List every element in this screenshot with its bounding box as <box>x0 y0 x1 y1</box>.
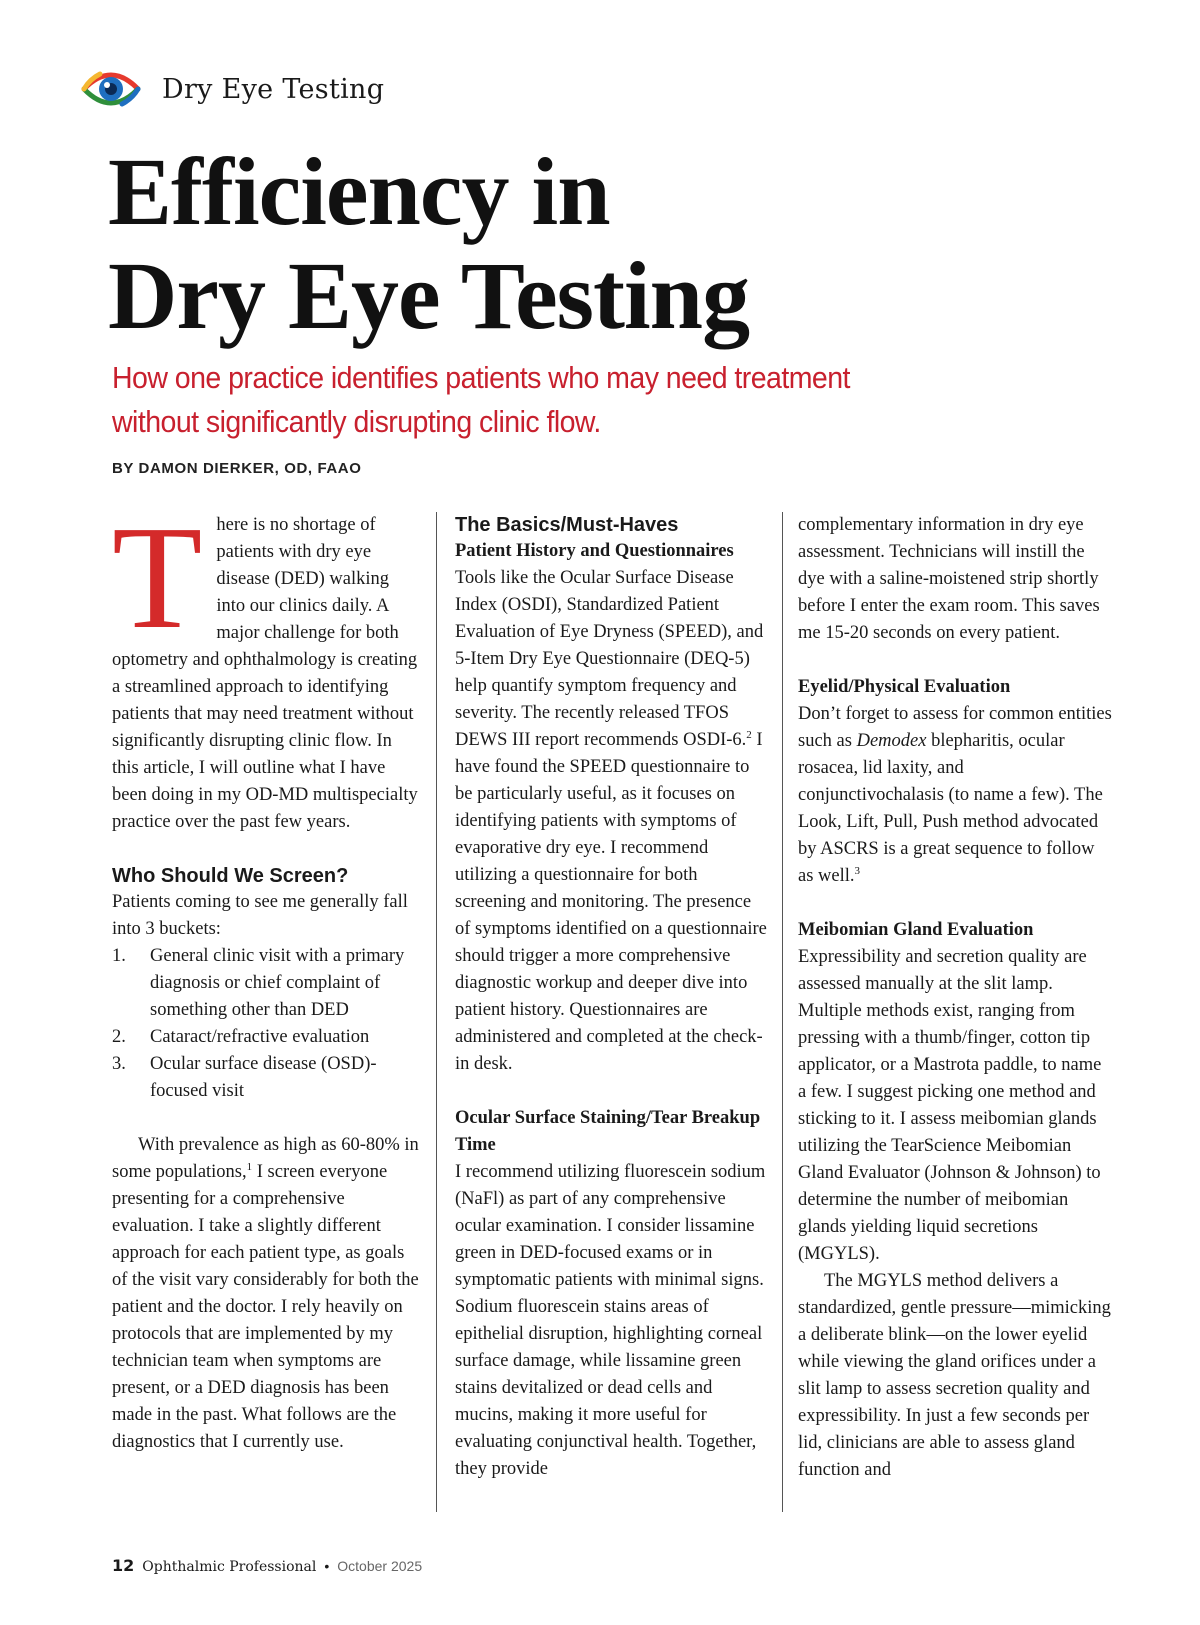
page-footer <box>112 1556 422 1575</box>
intro-paragraph <box>112 496 420 836</box>
byline: BY DAMON DIERKER, OD, FAAO <box>112 460 362 477</box>
footer-separator: • <box>324 1558 330 1574</box>
eyelid-paragraph: Don’t forget to assess for common entities such as Demodex blepharitis, ocular rosacea, lid laxity, and conjunctivochalasis (to name a few). The Look, Lift, Pull, Push method advocated by ASCRS is a great sequence to follow as well.$^3$ <box>798 704 1112 886</box>
prevalence-paragraph: With prevalence as high as 60-80% in some populations,$^1$ I screen everyone presenting for a comprehensive evaluation. I take a slightly different approach for each patient type, as goals of the visit vary considerably for both the patient and the doctor. I rely heavily on protocols that are implemented by my technician team when symptoms are present, or a DED diagnosis has been made in the past. What follows are the diagnostics that I currently use. <box>112 1135 419 1452</box>
section-label: Dry Eye Testing <box>162 73 385 105</box>
section-header <box>80 64 384 114</box>
drop-cap: T <box>112 496 203 660</box>
footnote-ref: 1 <box>246 1160 253 1173</box>
intro-text: here is no shortage of patients with dry eye disease (DED) walking into our clinics daily. A major challenge for both optometry and ophthalmology is creating a streamlined approach to identifying patients that may need treatment without significantly disrupting clinic flow. In this article, I will outline what I have been doing in my OD-MD multispecialty practice over the past few years. <box>112 515 418 832</box>
column-divider-1 <box>436 512 437 1512</box>
column-3 <box>798 512 1113 1484</box>
column-1 <box>112 496 420 1456</box>
article-subtitle: How one practice identifies patients who may need treatment without significantly disrupting clinic flow. <box>112 360 850 439</box>
footnote-ref: 2 <box>746 728 752 741</box>
column-2 <box>455 512 770 1483</box>
staining-paragraph: I recommend utilizing fluorescein sodium (NaFl) as part of any comprehensive ocular examination. I consider lissamine green in DED-focused exams or in symptomatic patients with minimal signs. Sodium fluorescein stains areas of epithelial disruption, highlighting corneal surface damage, while lissamine green stains devitalized or dead cells and mucins, making it more useful for evaluating conjunctival health. Together, they provide <box>455 1162 766 1479</box>
article-title <box>108 140 1108 348</box>
issue-date: October 2025 <box>337 1558 423 1574</box>
footnote-ref: 3 <box>854 864 861 877</box>
subheading-patient-history: Patient History and Questionnaires <box>455 541 734 561</box>
eye-logo-icon <box>80 65 142 113</box>
buckets-lead: Patients coming to see me generally fall into 3 buckets: <box>112 892 408 939</box>
mgyls-paragraph: The MGYLS method delivers a standardized, gentle pressure—mimicking a deliberate blink—on the lower eyelid while viewing the gland orifices under a slit lamp to assess secretion quality and expressibility. In just a few seconds per lid, clinicians are able to assess gland function and <box>798 1271 1111 1480</box>
title-line-1: Efficiency in <box>108 138 610 245</box>
continued-paragraph: complementary information in dry eye assessment. Technicians will instill the dye with a saline-moistened strip shortly before I enter the exam room. This saves me 15-20 seconds on every patient. <box>798 515 1100 643</box>
heading-basics: The Basics/Must-Haves <box>455 514 679 536</box>
page-number: 12 <box>112 1556 135 1575</box>
bucket-list <box>112 943 420 1105</box>
title-line-2: Dry Eye Testing <box>108 242 750 349</box>
subheading-staining: Ocular Surface Staining/Tear Breakup Time <box>455 1108 761 1155</box>
meibomian-paragraph: Expressibility and secretion quality are assessed manually at the slit lamp. Multiple methods exist, ranging from pressing with a thumb/finger, cotton tip applicator, or a Mastrota paddle, to name a few. I suggest picking one method and sticking to it. I assess meibomian glands utilizing the TearScience Meibomian Gland Evaluator (Johnson & Johnson) to determine the number of meibomian glands yielding liquid secretions (MGYLS). <box>798 947 1102 1264</box>
heading-who-should-we-screen: Who Should We Screen? <box>112 865 349 887</box>
publication-name: Ophthalmic Professional <box>142 1559 317 1575</box>
questionnaire-paragraph: Tools like the Ocular Surface Disease Index (OSDI), Standardized Patient Evaluation of Eye Dryness (SPEED), and 5-Item Dry Eye Questionnaire (DEQ-5) help quantify symptom frequency and severity. The recently released TFOS DEWS III report recommends OSDI-6.$^2$ I have found the SPEED questionnaire to be particularly useful, as it focuses on identifying patients with symptoms of evaporative dry eye. I recommend utilizing a questionnaire for both screening and monitoring. The presence of symptoms identified on a questionnaire should trigger a more comprehensive diagnostic workup and deeper dive into patient history. Questionnaires are administered and completed at the check-in desk. <box>455 568 767 1074</box>
list-item: 1. General clinic visit with a primary diagnosis or chief complaint of something other than DED <box>112 946 405 1020</box>
list-item: 2. Cataract/refractive evaluation <box>112 1027 370 1047</box>
subheading-eyelid: Eyelid/Physical Evaluation <box>798 677 1011 697</box>
subheading-meibomian: Meibomian Gland Evaluation <box>798 920 1034 940</box>
list-item: 3. Ocular surface disease (OSD)-focused visit <box>112 1054 377 1101</box>
column-divider-2 <box>782 512 783 1512</box>
